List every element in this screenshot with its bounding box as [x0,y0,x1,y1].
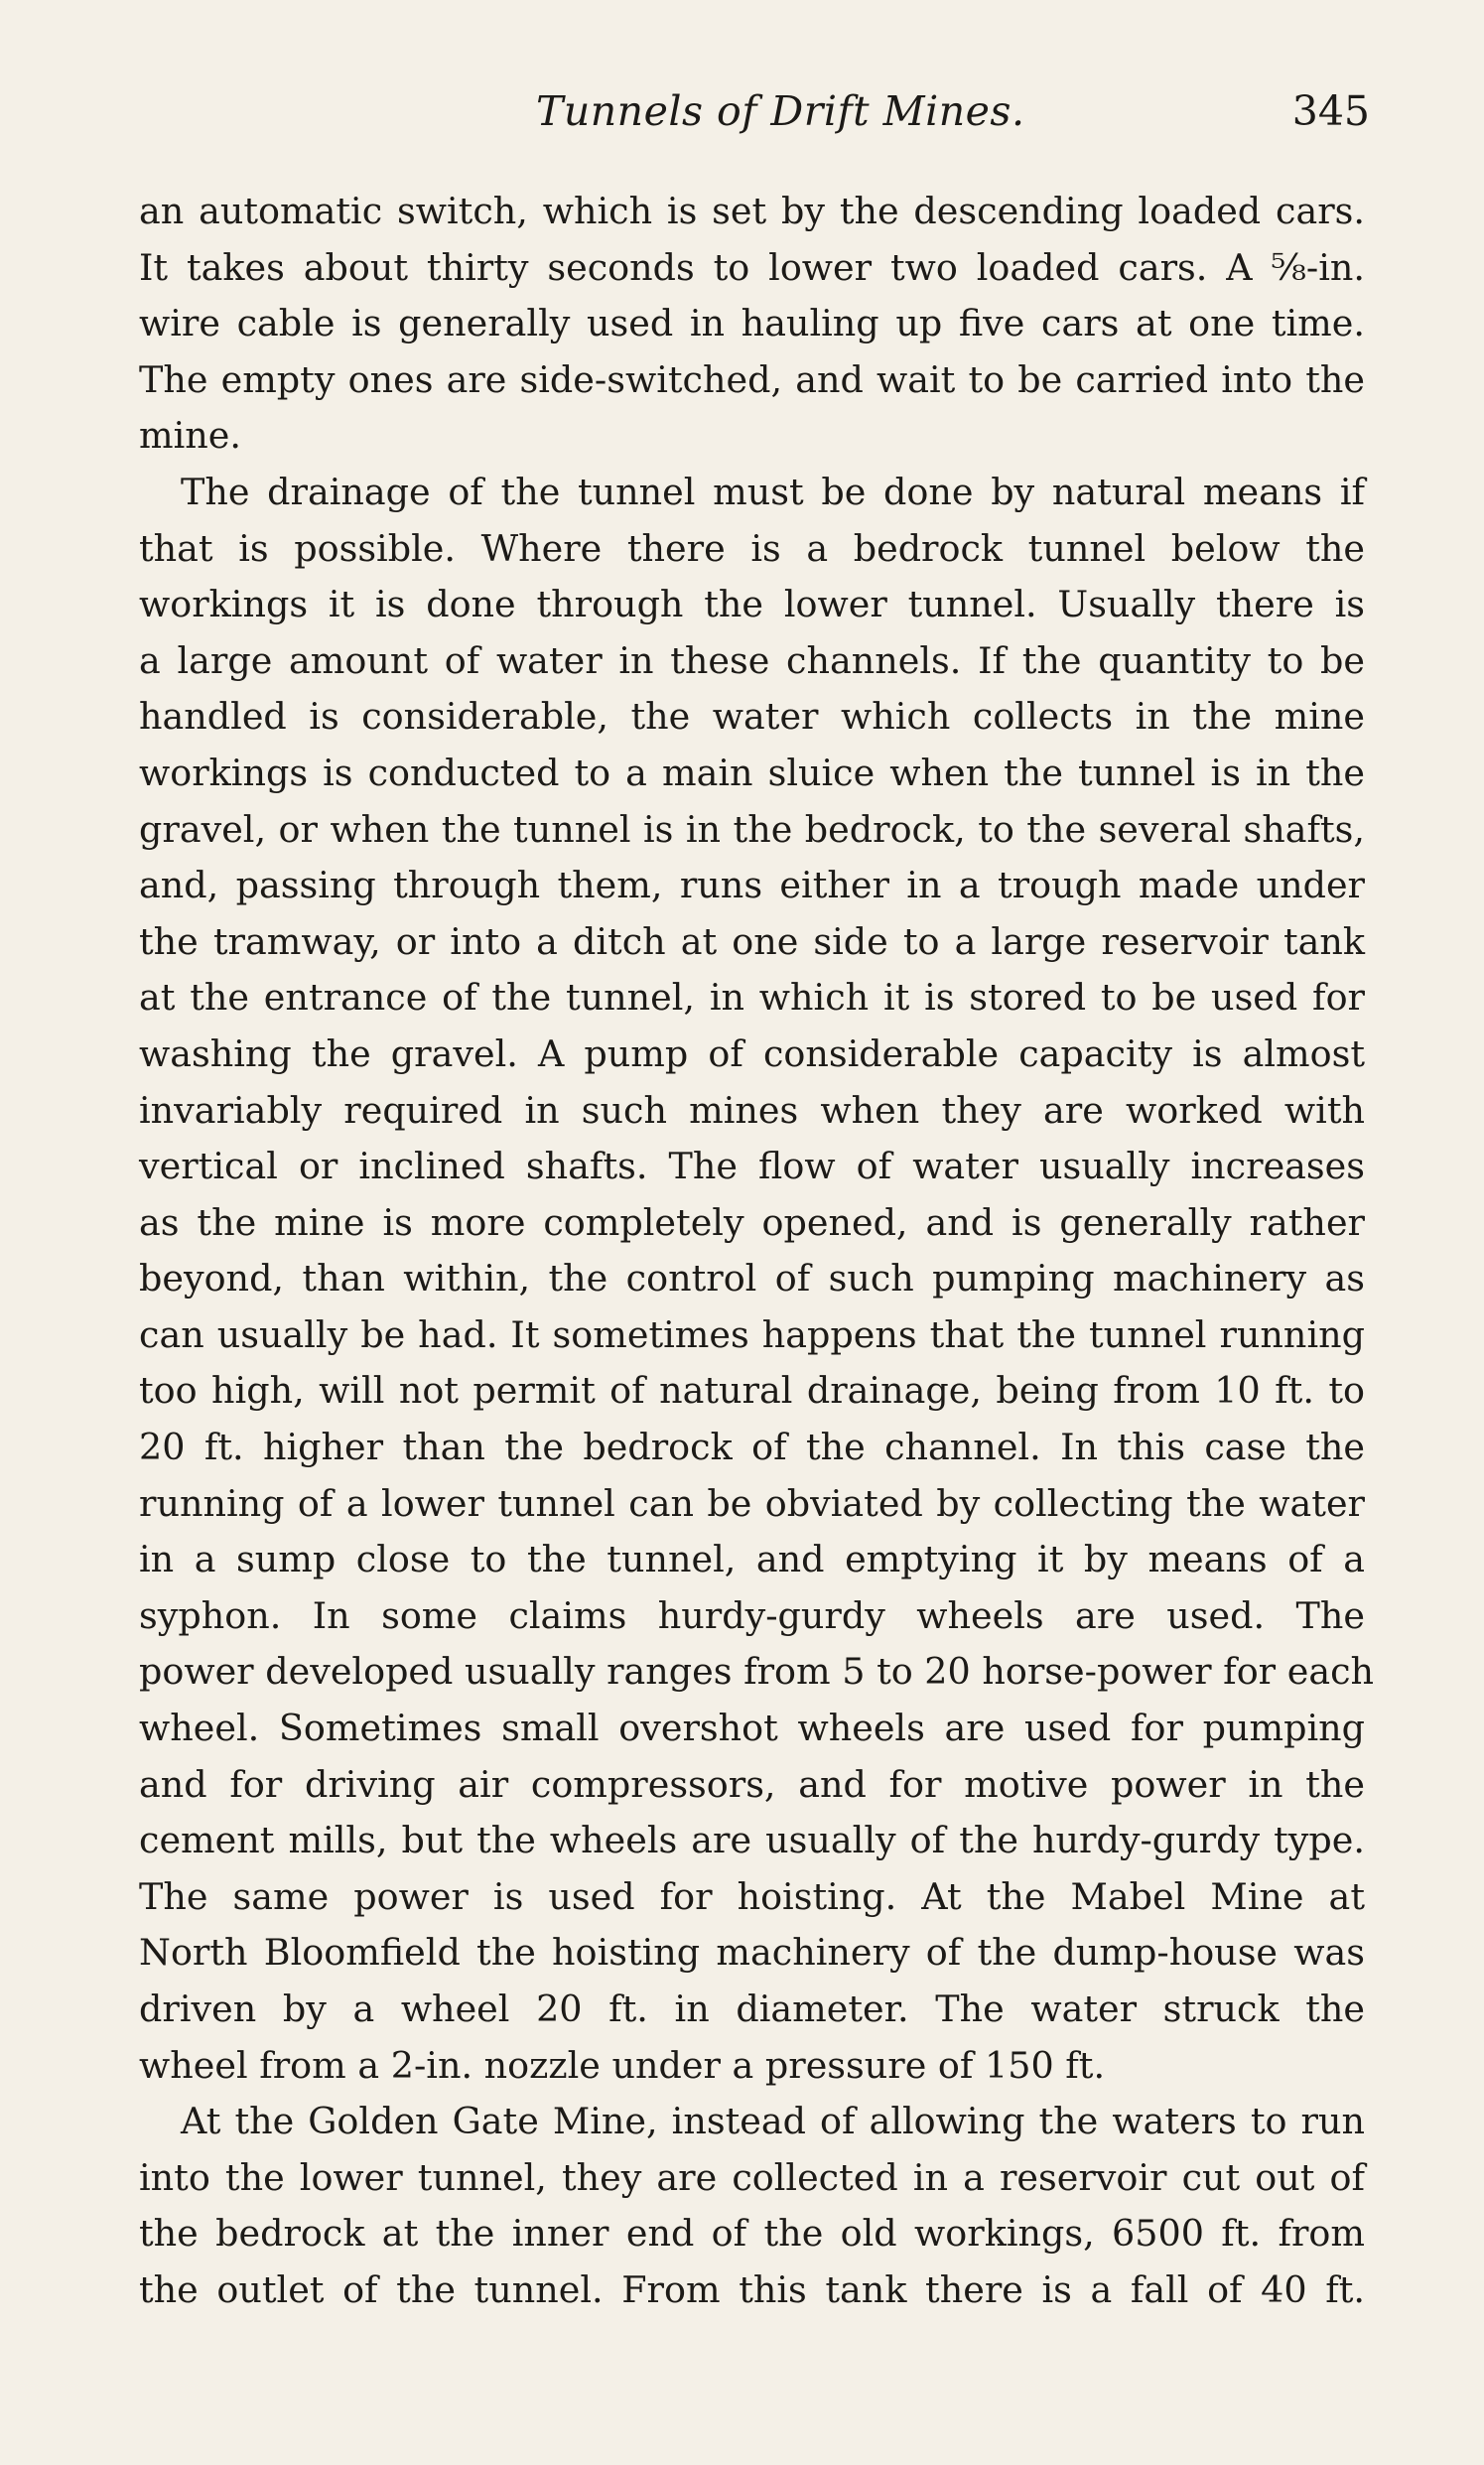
text-line: At the Golden Gate Mine, instead of allowing the waters to run [181,2100,1365,2143]
text-line: handled is considerable, the water which collects in the mine [139,695,1365,739]
text-line: can usually be had. It sometimes happens that the tunnel running [139,1312,1365,1356]
text-line: and, passing through them, runs either in a trough made under [139,864,1365,907]
body-text [139,184,1375,2319]
text-line: mine. [139,414,241,458]
text-line: and for driving air compressors, and for motive power in the [139,1762,1365,1806]
text-line: as the mine is more completely opened, and is generally rather [139,1200,1365,1244]
text-line: 20 ft. higher than the bedrock of the channel. In this case the [139,1426,1365,1469]
paragraph [139,2094,1365,2318]
text-line: power developed usually ranges from 5 to 20 horse-power for each [139,1650,1375,1694]
text-line: beyond, than within, the control of such pumping machinery as [139,1257,1365,1301]
running-head [139,87,1370,147]
text-line: an automatic switch, which is set by the descending loaded cars. [139,190,1365,232]
text-line: syphon. In some claims hurdy-gurdy wheels are used. The [139,1593,1365,1637]
text-line: in a sump close to the tunnel, and emptying it by means of a [139,1538,1365,1581]
text-line: into the lower tunnel, they are collected in a reservoir cut out of [139,2155,1365,2199]
text-line: that is possible. Where there is a bedrock tunnel below the [139,526,1365,570]
text-line: driven by a wheel 20 ft. in diameter. The water struck the [139,1987,1365,2030]
paragraph [139,465,1375,2094]
text-line: a large amount of water in these channels. If the quantity to be [139,638,1365,682]
text-line: too high, will not permit of natural drainage, being from 10 ft. to [139,1369,1365,1413]
text-line: the outlet of the tunnel. From this tank there is a fall of 40 ft. [139,2267,1365,2311]
text-line: North Bloomfield the hoisting machinery of the dump-house was [139,1931,1365,1975]
text-line: The drainage of the tunnel must be done by natural means if [181,470,1365,513]
page-number: 345 [1291,87,1370,135]
text-line: vertical or inclined shafts. The flow of water usually increases [139,1145,1365,1188]
text-line: wheel from a 2-in. nozzle under a pressure of 150 ft. [139,2043,1106,2087]
running-title: Tunnels of Drift Mines. [536,87,1025,135]
text-line: cement mills, but the wheels are usually of the hurdy-gurdy type. [139,1819,1365,1862]
text-line: the tramway, or into a ditch at one side to a large reservoir tank [139,919,1365,963]
text-line: workings is conducted to a main sluice when the tunnel is in the [139,751,1365,794]
text-line: workings it is done through the lower tunnel. Usually there is [139,583,1365,626]
paragraph [139,184,1365,465]
text-line: The empty ones are side-switched, and wait to be carried into the [139,357,1365,401]
text-line: gravel, or when the tunnel is in the bedrock, to the several shafts, [139,807,1365,851]
text-line: wire cable is generally used in hauling up five cars at one time. [139,302,1365,345]
text-line: washing the gravel. A pump of considerable capacity is almost [139,1031,1365,1075]
text-line: running of a lower tunnel can be obviated by collecting the water [139,1481,1365,1525]
text-line: The same power is used for hoisting. At the Mabel Mine at [139,1874,1365,1918]
text-line: the bedrock at the inner end of the old workings, 6500 ft. from [139,2212,1365,2256]
text-line: wheel. Sometimes small overshot wheels are used for pumping [139,1707,1365,1750]
text-line: It takes about thirty seconds to lower two loaded cars. A ⅝-in. [139,245,1365,289]
text-line: at the entrance of the tunnel, in which it is stored to be used for [139,976,1365,1020]
text-line: invariably required in such mines when they are worked with [139,1088,1365,1132]
